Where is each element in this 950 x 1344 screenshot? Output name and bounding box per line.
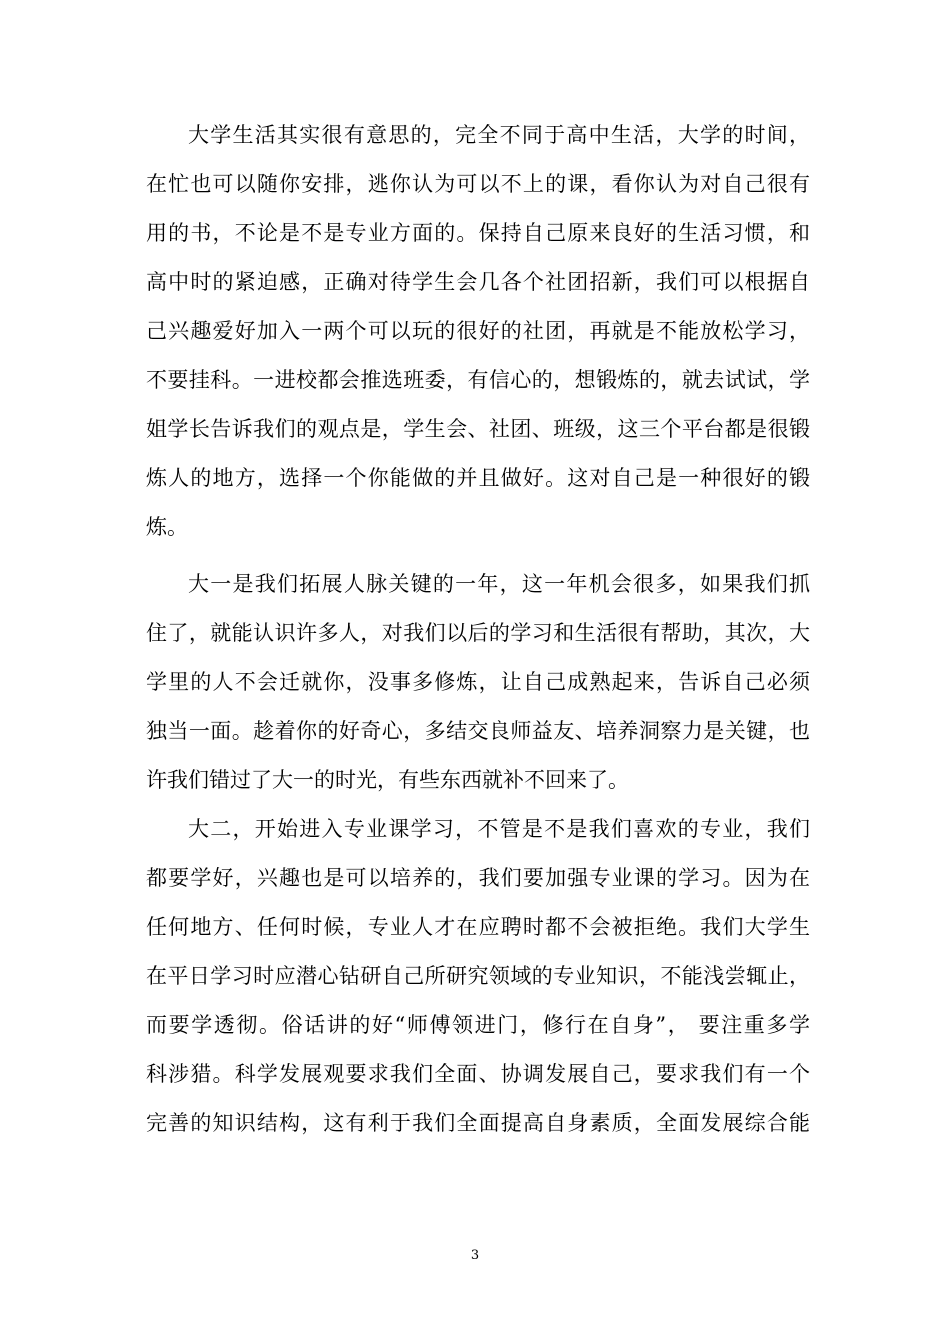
text-line: 任何地方、任何时候，专业人才在应聘时都不会被拒绝。我们大学生 [146, 915, 810, 939]
text-line: 大学生活其实很有意思的，完全不同于高中生活，大学的时间， [188, 123, 810, 147]
text-line: 姐学长告诉我们的观点是，学生会、社团、班级，这三个平台都是很锻 [146, 417, 810, 441]
text-line: 独当一面。趁着你的好奇心，多结交良师益友、培养洞察力是关键，也 [146, 719, 810, 743]
text-line: 而要学透彻。俗话讲的好“师傅领进门，修行在自身”， 要注重多学 [146, 1013, 810, 1037]
page-number: 3 [470, 1248, 480, 1263]
text-line: 都要学好，兴趣也是可以培养的，我们要加强专业课的学习。因为在 [146, 866, 810, 890]
text-line: 己兴趣爱好加入一两个可以玩的很好的社团，再就是不能放松学习， [146, 319, 810, 343]
text-line: 在平日学习时应潜心钻研自己所研究领域的专业知识，不能浅尝辄止， [146, 964, 810, 988]
text-line: 许我们错过了大一的时光，有些东西就补不回来了。 [146, 768, 629, 792]
text-line: 大一是我们拓展人脉关键的一年，这一年机会很多，如果我们抓 [188, 572, 810, 596]
text-line: 炼。 [146, 515, 188, 539]
text-line: 高中时的紧迫感，正确对待学生会几各个社团招新，我们可以根据自 [146, 270, 810, 294]
text-line: 学里的人不会迁就你，没事多修炼，让自己成熟起来，告诉自己必须 [146, 670, 810, 694]
text-line: 不要挂科。一进校都会推选班委，有信心的，想锻炼的，就去试试，学 [146, 368, 810, 392]
text-line: 用的书，不论是不是专业方面的。保持自己原来良好的生活习惯，和 [146, 221, 810, 245]
text-line: 住了，就能认识许多人，对我们以后的学习和生活很有帮助，其次，大 [146, 621, 810, 645]
text-line: 大二，开始进入专业课学习，不管是不是我们喜欢的专业，我们 [188, 817, 810, 841]
text-line: 科涉猎。科学发展观要求我们全面、协调发展自己，要求我们有一个 [146, 1062, 810, 1086]
text-line: 完善的知识结构，这有利于我们全面提高自身素质，全面发展综合能 [146, 1111, 810, 1135]
text-line: 在忙也可以随你安排，逃你认为可以不上的课，看你认为对自己很有 [146, 172, 810, 196]
text-line: 炼人的地方，选择一个你能做的并且做好。这对自己是一种很好的锻 [146, 466, 810, 490]
